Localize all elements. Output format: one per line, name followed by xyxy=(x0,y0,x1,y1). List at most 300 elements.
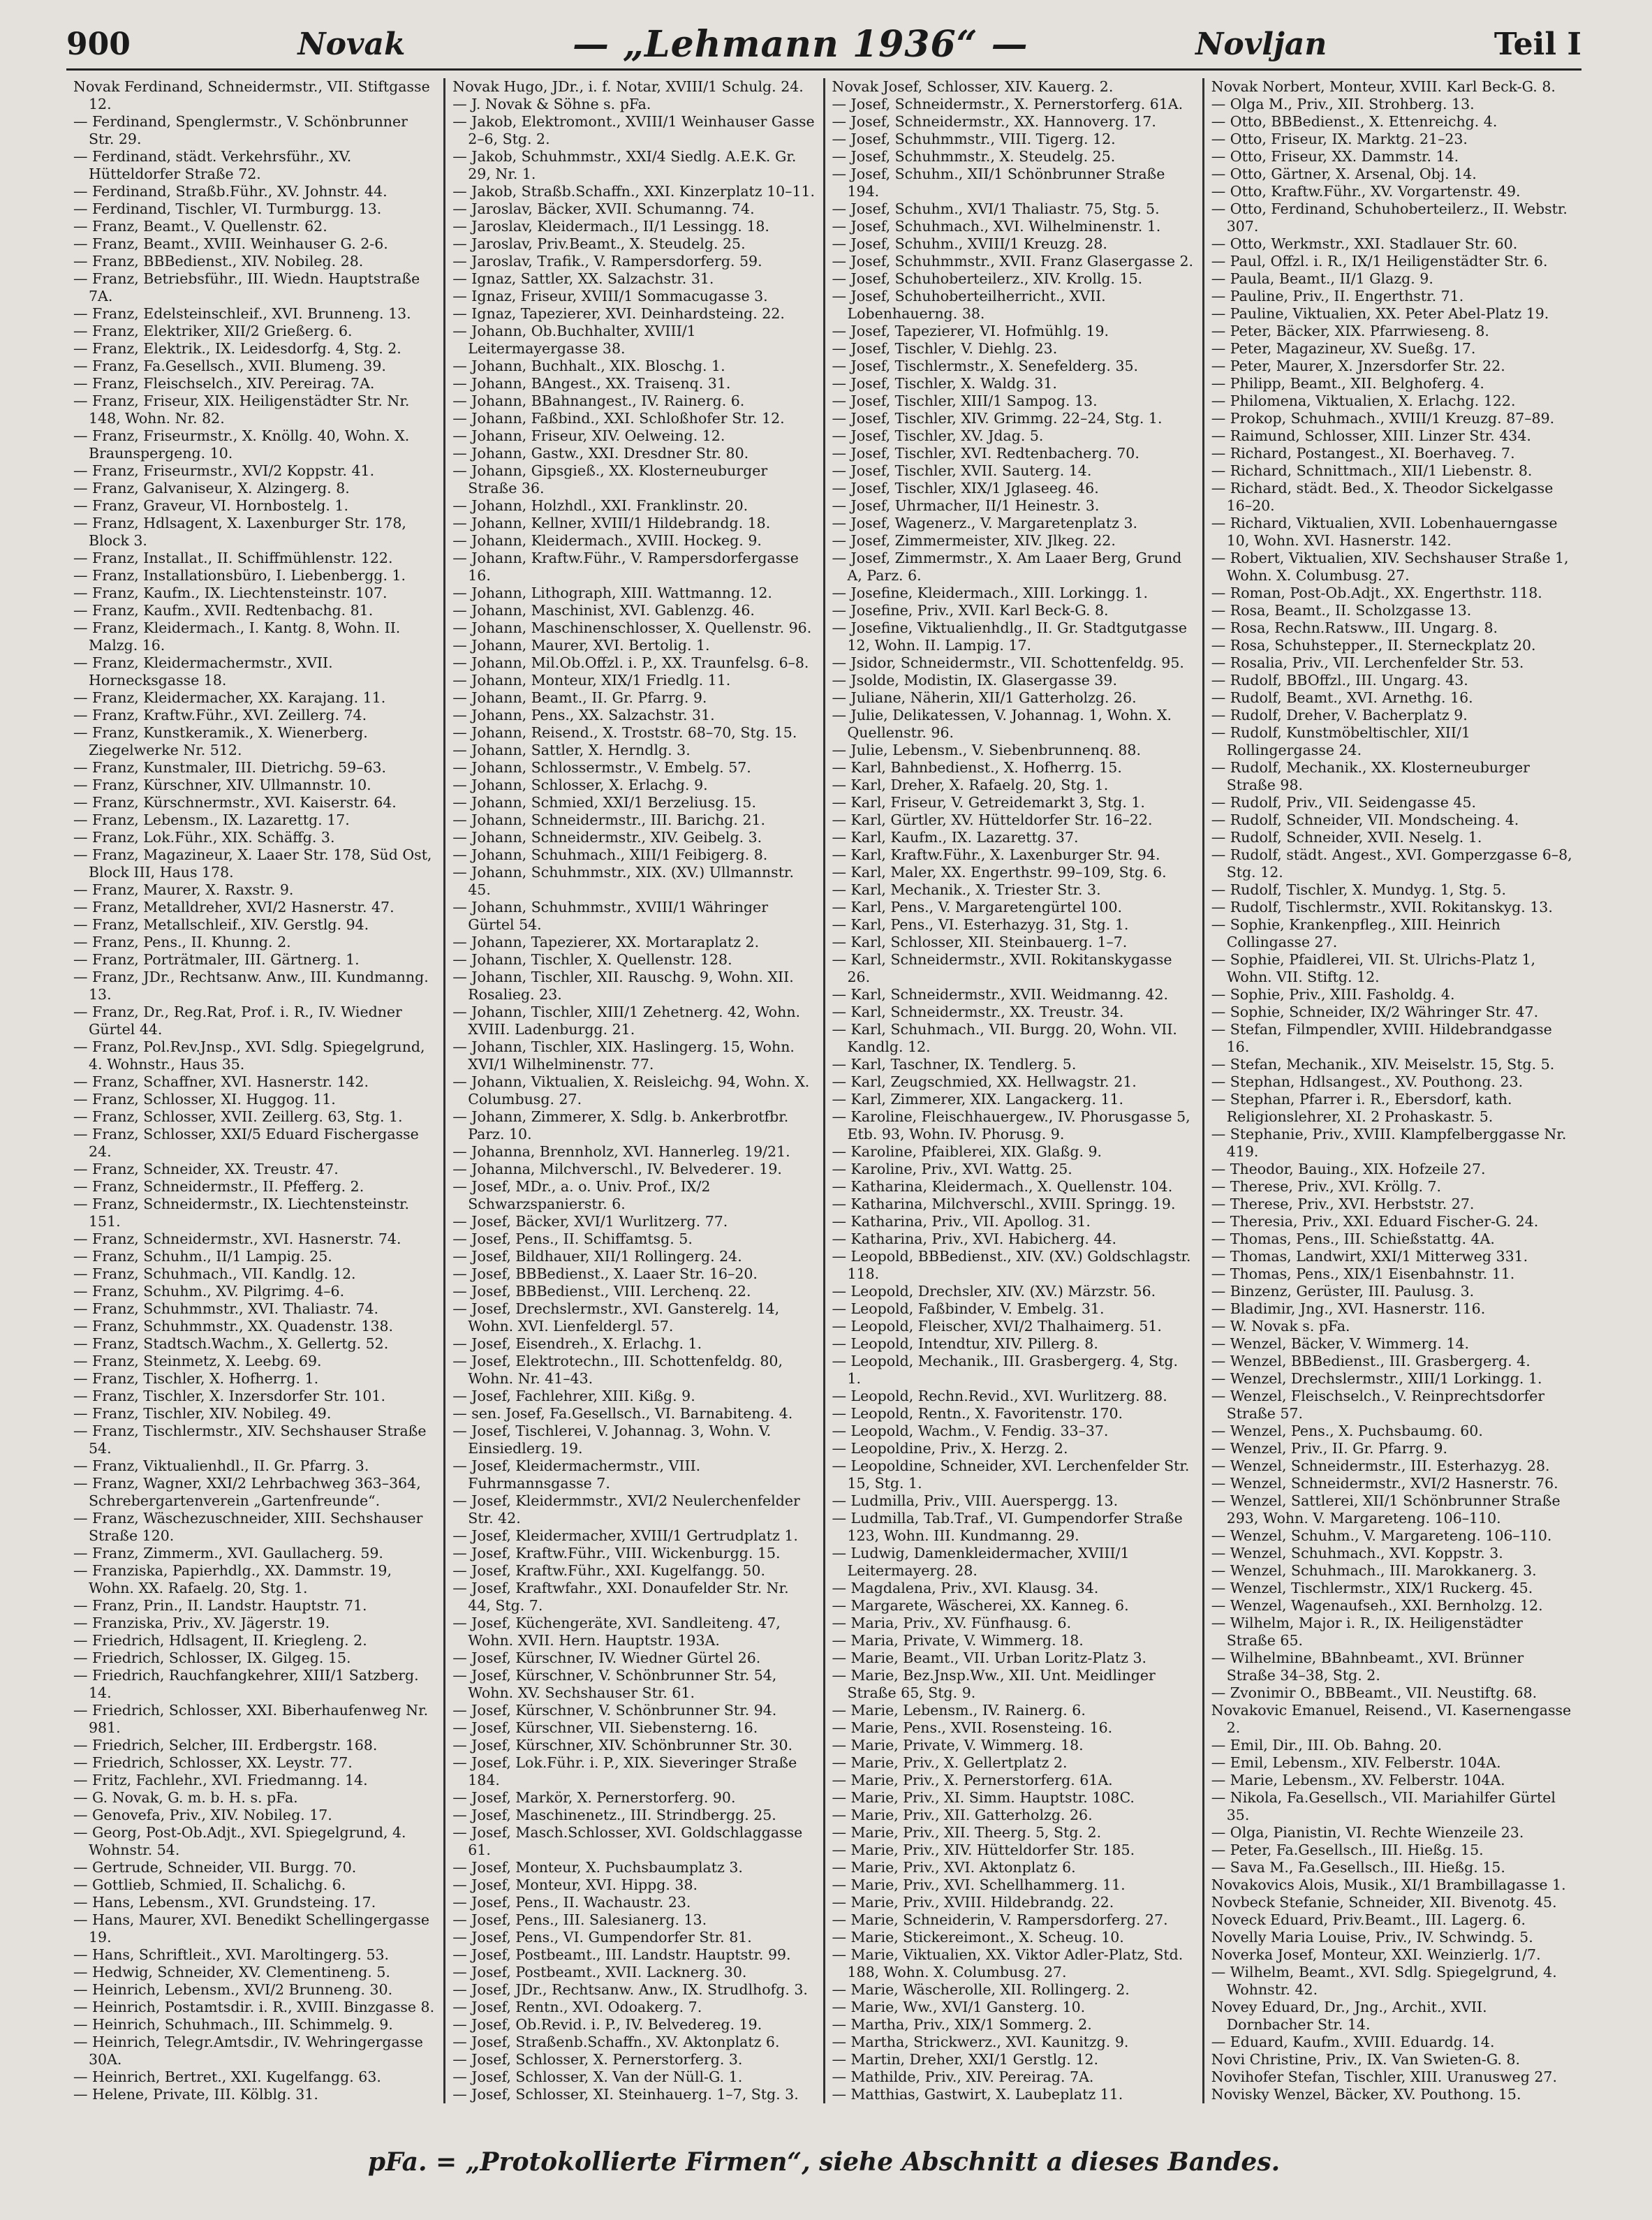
directory-entry: — Josef, Bäcker, XVI/1 Wurlitzerg. 77. xyxy=(452,1213,728,1230)
directory-entry: — Leopold, Faßbinder, V. Embelg. 31. xyxy=(832,1300,1105,1317)
directory-entry: — Johann, Maschinist, XVI. Gablenzg. 46. xyxy=(452,602,755,619)
directory-entry: — Otto, Gärtner, X. Arsenal, Obj. 14. xyxy=(1211,166,1477,182)
directory-entry: — Franz, Pol.Rev.Jnsp., XVI. Sdlg. Spiegelgrund, 4. Wohnstr., Haus 35. xyxy=(73,1038,425,1073)
column-4 xyxy=(1204,78,1581,2103)
directory-entry: — Karl, Zimmerer, XIX. Langackerg. 11. xyxy=(832,1091,1124,1108)
directory-entry: — Johann, Mil.Ob.Offzl. i. P., XX. Traunfelsg. 6–8. xyxy=(452,654,809,671)
directory-entry: — Hans, Maurer, XVI. Benedikt Schellingergasse 19. xyxy=(73,1911,430,1946)
directory-entry: — Wenzel, Schuhmach., XVI. Koppstr. 3. xyxy=(1211,1545,1503,1561)
directory-entry: — Leopoldine, Schneider, XVI. Lerchenfelder Str. 15, Stg. 1. xyxy=(832,1457,1190,1492)
directory-entry: — Josef, Kürschner, V. Schönbrunner Str. 94. xyxy=(452,1702,777,1719)
page-header xyxy=(66,20,1581,71)
directory-entry: — Franz, Magazineur, X. Laaer Str. 178, Süd Ost, Block III, Haus 178. xyxy=(73,846,432,881)
directory-entry: — Franziska, Papierhdlg., XX. Dammstr. 19, Wohn. XX. Rafaelg. 20, Stg. 1. xyxy=(73,1562,392,1596)
directory-entry: — Johann, Zimmerer, X. Sdlg. b. Ankerbrotfbr. Parz. 10. xyxy=(452,1108,789,1142)
directory-entry: — Johann, Beamt., II. Gr. Pfarrg. 9. xyxy=(452,689,707,706)
directory-entry: — Franz, Friseurmstr., X. Knöllg. 40, Wohn. X. Braunspergeng. 10. xyxy=(73,427,410,462)
directory-entry: — Josefine, Viktualienhdlg., II. Gr. Stadtgutgasse 12, Wohn. II. Lampig. 17. xyxy=(832,619,1187,654)
directory-entry: — Josef, Kürschner, VII. Siebensterng. 16. xyxy=(452,1719,758,1736)
directory-entry: — Karl, Gürtler, XV. Hütteldorfer Str. 16–22. xyxy=(832,811,1153,828)
directory-entry: — Juliane, Näherin, XII/1 Gatterholzg. 26. xyxy=(832,689,1137,706)
directory-entry: — Franz, Tischler, X. Inzersdorfer Str. 101. xyxy=(73,1388,385,1404)
directory-entry: — Josef, Kürschner, XIV. Schönbrunner Str. 30. xyxy=(452,1737,793,1754)
directory-entry: — Heinrich, Schuhmach., III. Schimmelg. 9. xyxy=(73,2016,393,2033)
directory-entry: — Johann, Tischler, XIX. Haslingerg. 15, Wohn. XVI/1 Wilhelminenstr. 77. xyxy=(452,1038,795,1073)
directory-entry: — Franz, Kaufm., XVII. Redtenbachg. 81. xyxy=(73,602,374,619)
directory-entry: — Josef, Tischler, XVI. Redtenbacherg. 70. xyxy=(832,445,1140,462)
directory-entry: — Johann, Schuhmach., XIII/1 Feibigerg. 8. xyxy=(452,846,768,863)
directory-entry: — Heinrich, Lebensm., XVI/2 Brunneng. 30. xyxy=(73,1981,393,1998)
directory-entry: — Gertrude, Schneider, VII. Burgg. 70. xyxy=(73,1859,357,1876)
directory-entry: — Josef, Tischlerei, V. Johannag. 3, Wohn. V. Einsiedlerg. 19. xyxy=(452,1423,772,1457)
directory-entry: — Philomena, Viktualien, X. Erlachg. 122. xyxy=(1211,392,1516,409)
directory-entry: — Josef, Pens., II. Wachaustr. 23. xyxy=(452,1894,691,1911)
directory-entry: — Wilhelm, Major i. R., IX. Heiligenstädter Straße 65. xyxy=(1211,1615,1523,1649)
directory-entry: — Franz, Schneidermstr., XVI. Hasnerstr. 74. xyxy=(73,1230,401,1247)
directory-entry: — Franz, Prin., II. Landstr. Hauptstr. 71. xyxy=(73,1597,367,1614)
directory-entry: — Otto, Ferdinand, Schuhoberteilerz., II. Webstr. 307. xyxy=(1211,200,1568,235)
directory-entry: Novak Josef, Schlosser, XIV. Kauerg. 2. xyxy=(832,78,1114,95)
directory-entry: — Franz, Kürschner, XIV. Ullmannstr. 10. xyxy=(73,777,371,793)
directory-entry: — Mathilde, Priv., XIV. Pereirag. 7A. xyxy=(832,2068,1094,2085)
directory-entry: Novak Hugo, JDr., i. f. Notar, XVIII/1 Schulg. 24. xyxy=(452,78,804,95)
directory-entry: — Ludwig, Damenkleidermacher, XVIII/1 Leitermayerg. 28. xyxy=(832,1545,1130,1579)
directory-entry: — Wenzel, Schuhmach., III. Marokkanerg. 3. xyxy=(1211,1562,1537,1579)
directory-entry: — Eduard, Kaufm., XVIII. Eduardg. 14. xyxy=(1211,2034,1495,2050)
directory-entry: — Martha, Priv., XIX/1 Sommerg. 2. xyxy=(832,2016,1092,2033)
directory-entry: — Olga M., Priv., XII. Strohberg. 13. xyxy=(1211,96,1475,112)
directory-entry: — Bladimir, Jng., XVI. Hasnerstr. 116. xyxy=(1211,1300,1486,1317)
directory-entry: — Josef, Schneidermstr., XX. Hannoverg. 17. xyxy=(832,113,1156,130)
directory-entry: — Franz, Schuhm., II/1 Lampig. 25. xyxy=(73,1248,332,1265)
directory-entry: — Margarete, Wäscherei, XX. Kanneg. 6. xyxy=(832,1597,1129,1614)
directory-entry: — Heinrich, Telegr.Amtsdir., IV. Wehringergasse 30A. xyxy=(73,2034,423,2068)
directory-entry: — Wilhelm, Beamt., XVI. Sdlg. Spiegelgrund, 4. Wohnstr. 42. xyxy=(1211,1964,1557,1998)
directory-entry: — Karoline, Fleischhauergew., IV. Phorusgasse 5, Etb. 93, Wohn. IV. Phorusg. 9. xyxy=(832,1108,1190,1142)
directory-entry: — Johanna, Brennholz, XVI. Hannerleg. 19/21. xyxy=(452,1143,790,1160)
directory-entry: — Pauline, Priv., II. Engerthstr. 71. xyxy=(1211,288,1464,304)
directory-entry: — Johann, BBahnangest., IV. Rainerg. 6. xyxy=(452,392,745,409)
directory-entry: — Genovefa, Priv., XIV. Nobileg. 17. xyxy=(73,1807,332,1823)
directory-entry: — Peter, Magazineur, XV. Sueßg. 17. xyxy=(1211,340,1476,357)
directory-entry: — Johann, Monteur, XIX/1 Friedlg. 11. xyxy=(452,672,731,689)
directory-entry: — Jakob, Straßb.Schaffn., XXI. Kinzerplatz 10–11. xyxy=(452,183,816,200)
directory-entry: — Sophie, Pfaidlerei, VII. St. Ulrichs-Platz 1, Wohn. VII. Stiftg. 12. xyxy=(1211,951,1536,985)
directory-entry: — G. Novak, G. m. b. H. s. pFa. xyxy=(73,1789,298,1806)
directory-entry: — Johann, Gipsgieß., XX. Klosterneuburger Straße 36. xyxy=(452,462,768,497)
directory-entry: — Therese, Priv., XVI. Kröllg. 7. xyxy=(1211,1178,1442,1195)
directory-entry: — Karl, Pens., V. Margaretengürtel 100. xyxy=(832,899,1123,916)
directory-entry: — Karl, Maler, XX. Engerthstr. 99–109, Stg. 6. xyxy=(832,864,1167,881)
directory-entry: — Josef, Rentn., XVI. Odoakerg. 7. xyxy=(452,1999,702,2015)
directory-entry: — Sava M., Fa.Gesellsch., III. Hießg. 15. xyxy=(1211,1859,1505,1876)
directory-entry: — Josef, Zimmermeister, XIV. Jlkeg. 22. xyxy=(832,532,1116,549)
directory-entry: — Franz, Graveur, VI. Hornbostelg. 1. xyxy=(73,497,348,514)
directory-entry: — Friedrich, Schlosser, IX. Gilgeg. 15. xyxy=(73,1649,351,1666)
directory-entry: — Wenzel, BBBedienst., III. Grasbergerg. 4. xyxy=(1211,1353,1531,1369)
directory-entry: — Josef, Schuhm., XVI/1 Thaliastr. 75, Stg. 5. xyxy=(832,200,1160,217)
directory-entry: — Johann, Kraftw.Führ., V. Rampersdorfergasse 16. xyxy=(452,550,799,584)
directory-entry: — Karl, Pens., VI. Esterhazyg. 31, Stg. 1. xyxy=(832,916,1129,933)
directory-entry: — Otto, Werkmstr., XXI. Stadlauer Str. 60. xyxy=(1211,235,1518,252)
directory-entry: — Franz, Metallschleif., XIV. Gerstlg. 94. xyxy=(73,916,369,933)
book-title: — „Lehmann 1936“ — xyxy=(573,22,1028,66)
directory-entry: — Karoline, Priv., XVI. Wattg. 25. xyxy=(832,1161,1072,1177)
directory-entry: — Marie, Stickereimont., X. Scheug. 10. xyxy=(832,1929,1124,1946)
directory-entry: — Marie, Ww., XVI/1 Gansterg. 10. xyxy=(832,1999,1086,2015)
directory-entry: — Marie, Lebensm., IV. Rainerg. 6. xyxy=(832,1702,1086,1719)
directory-entry: — Karl, Zeugschmied, XX. Hellwagstr. 21. xyxy=(832,1073,1137,1090)
directory-entry: — Josef, Schuhmach., XVI. Wilhelminenstr. 1. xyxy=(832,218,1161,235)
directory-entry: — Sophie, Priv., XIII. Fasholdg. 4. xyxy=(1211,986,1455,1003)
directory-entry: — Franz, Schlosser, XI. Huggog. 11. xyxy=(73,1091,336,1108)
directory-entry: — Josef, Schuhmmstr., X. Steudelg. 25. xyxy=(832,148,1116,165)
directory-entry: — Hedwig, Schneider, XV. Clementineng. 5. xyxy=(73,1964,390,1980)
directory-entry: Novelly Maria Louise, Priv., IV. Schwindg. 5. xyxy=(1211,1929,1533,1946)
directory-entry: — Franz, Tischlermstr., XIV. Sechshauser Straße 54. xyxy=(73,1423,427,1457)
right-keyword: Novljan xyxy=(1195,26,1327,62)
directory-entry: — Franz, Maurer, X. Raxstr. 9. xyxy=(73,881,294,898)
directory-entry: — Marie, Priv., X. Gellertplatz 2. xyxy=(832,1754,1068,1771)
directory-entry: — Johann, Lithograph, XIII. Wattmanng. 12. xyxy=(452,585,772,601)
directory-entry: — Josef, Tischler, XVII. Sauterg. 14. xyxy=(832,462,1092,479)
directory-entry: — Wenzel, Priv., II. Gr. Pfarrg. 9. xyxy=(1211,1440,1447,1457)
directory-entry: — Franz, Betriebsführ., III. Wiedn. Hauptstraße 7A. xyxy=(73,270,420,304)
directory-entry: — Franz, Schuhmmstr., XVI. Thaliastr. 74. xyxy=(73,1300,379,1317)
directory-entry: — Thomas, Landwirt, XXI/1 Mitterweg 331. xyxy=(1211,1248,1528,1265)
directory-entry: — Leopold, Fleischer, XVI/2 Thalhaimerg. 51. xyxy=(832,1318,1162,1335)
directory-entry: Noverka Josef, Monteur, XXI. Weinzierlg. 1/7. xyxy=(1211,1946,1541,1963)
directory-entry: — Marie, Priv., XIV. Hütteldorfer Str. 185. xyxy=(832,1842,1135,1858)
directory-entry: — Johann, Viktualien, X. Reisleichg. 94, Wohn. X. Columbusg. 27. xyxy=(452,1073,810,1108)
directory-entry: — Karl, Bahnbedienst., X. Hofherrg. 15. xyxy=(832,759,1122,776)
directory-entry: — J. Novak & Söhne s. pFa. xyxy=(452,96,651,112)
directory-entry: — Johann, Tischler, XII. Rauschg. 9, Wohn. XII. Rosalieg. 23. xyxy=(452,969,794,1003)
directory-entry: — Marie, Beamt., VII. Urban Loritz-Platz 3. xyxy=(832,1649,1147,1666)
directory-entry: — Julie, Delikatessen, V. Johannag. 1, Wohn. X. Quellenstr. 96. xyxy=(832,707,1172,741)
directory-entry: — Josef, Drechslermstr., XVI. Gansterelg. 14, Wohn. XVI. Lienfeldergl. 57. xyxy=(452,1300,780,1335)
directory-entry: — Marie, Priv., XVIII. Hildebrandg. 22. xyxy=(832,1894,1114,1911)
directory-entry: — Marie, Priv., XVI. Aktonplatz 6. xyxy=(832,1859,1076,1876)
directory-entry: — Wenzel, Drechslermstr., XIII/1 Lorkingg. 1. xyxy=(1211,1370,1542,1387)
directory-entry: — Josef, Schuhm., XII/1 Schönbrunner Straße 194. xyxy=(832,166,1165,200)
directory-entry: — Franz, Galvaniseur, X. Alzingerg. 8. xyxy=(73,480,350,497)
directory-entry: — Heinrich, Postamtsdir. i. R., XVIII. Binzgasse 8. xyxy=(73,1999,435,2015)
directory-entry: — Pauline, Viktualien, XX. Peter Abel-Platz 19. xyxy=(1211,305,1549,322)
directory-entry: — Rosa, Beamt., II. Scholzgasse 13. xyxy=(1211,602,1472,619)
directory-entry: — Wilhelmine, BBahnbeamt., XVI. Brünner Straße 34–38, Stg. 2. xyxy=(1211,1649,1524,1684)
directory-entry: — Josef, Kleidermmstr., XVI/2 Neulerchenfelder Str. 42. xyxy=(452,1492,800,1527)
directory-entry: — Franz, JDr., Rechtsanw. Anw., III. Kundmanng. 13. xyxy=(73,969,429,1003)
directory-entry: — Josef, Pens., III. Salesianerg. 13. xyxy=(452,1911,707,1928)
directory-entry: — Josef, Uhrmacher, II/1 Heinestr. 3. xyxy=(832,497,1100,514)
directory-entry: — Peter, Maurer, X. Jnzersdorfer Str. 22. xyxy=(1211,358,1505,374)
directory-entry: — Franz, Schaffner, XVI. Hasnerstr. 142. xyxy=(73,1073,369,1090)
directory-entry: — Leopold, Rentn., X. Favoritenstr. 170. xyxy=(832,1405,1123,1422)
directory-entry: — Karoline, Pfaiblerei, XIX. Glaßg. 9. xyxy=(832,1143,1102,1160)
directory-entry: — Helene, Private, III. Kölblg. 31. xyxy=(73,2086,318,2103)
directory-entry: — Marie, Schneiderin, V. Rampersdorferg. 27. xyxy=(832,1911,1168,1928)
directory-entry: — Wenzel, Sattlerei, XII/1 Schönbrunner Straße 293, Wohn. V. Margareteng. 106–110. xyxy=(1211,1492,1561,1527)
directory-entry: — Otto, Kraftw.Führ., XV. Vorgartenstr. 49. xyxy=(1211,183,1521,200)
directory-entry: — Jsidor, Schneidermstr., VII. Schottenfeldg. 95. xyxy=(832,654,1184,671)
directory-entry: — Rudolf, Mechanik., XX. Klosterneuburger Straße 98. xyxy=(1211,759,1530,793)
directory-entry: — Rosalia, Priv., VII. Lerchenfelder Str. 53. xyxy=(1211,654,1524,671)
directory-entry: — Franz, Installationsbüro, I. Liebenbergg. 1. xyxy=(73,567,406,584)
directory-entry: — Josef, Tischlermstr., X. Senefelderg. 35. xyxy=(832,358,1139,374)
directory-entry: — Johann, Pens., XX. Salzachstr. 31. xyxy=(452,707,715,723)
column-2 xyxy=(445,78,825,2103)
directory-entry: — Ludmilla, Tab.Traf., VI. Gumpendorfer Straße 123, Wohn. III. Kundmanng. 29. xyxy=(832,1510,1183,1544)
directory-entry: — Richard, Viktualien, XVII. Lobenhauerngasse 10, Wohn. XVI. Hasnerstr. 142. xyxy=(1211,515,1558,549)
directory-entry: — Wenzel, Schneidermstr., XVI/2 Hasnerstr. 76. xyxy=(1211,1475,1558,1492)
directory-entry: — Franz, Schuhmmstr., XX. Quadenstr. 138. xyxy=(73,1318,394,1335)
directory-entry: — Johann, Gastw., XXI. Dresdner Str. 80. xyxy=(452,445,749,462)
directory-entry: — Wenzel, Schuhm., V. Margareteng. 106–110. xyxy=(1211,1527,1552,1544)
directory-entry: — Franz, Lok.Führ., XIX. Schäffg. 3. xyxy=(73,829,335,846)
directory-entry: — Marie, Wäscherolle, XII. Rollingerg. 2. xyxy=(832,1981,1130,1998)
directory-entry: — Rudolf, städt. Angest., XVI. Gomperzgasse 6–8, Stg. 12. xyxy=(1211,846,1572,881)
directory-entry: — Franz, Friseur, XIX. Heiligenstädter Str. Nr. 148, Wohn. Nr. 82. xyxy=(73,392,410,427)
directory-entry: — Josef, BBBedienst., X. Laaer Str. 16–20. xyxy=(452,1265,758,1282)
directory-entry: — Karl, Schuhmach., VII. Burgg. 20, Wohn. VII. Kandlg. 12. xyxy=(832,1021,1177,1055)
directory-entry: — Franziska, Priv., XV. Jägerstr. 19. xyxy=(73,1615,330,1631)
directory-entry: — Johann, Holzhdl., XXI. Franklinstr. 20. xyxy=(452,497,748,514)
footnote: pFa. = „Protokollierte Firmen“, siehe Abschnitt a dieses Bandes. xyxy=(367,2147,1281,2177)
directory-entry: — Hans, Lebensm., XVI. Grundsteing. 17. xyxy=(73,1894,376,1911)
directory-entry: — Marie, Priv., X. Pernerstorferg. 61A. xyxy=(832,1772,1113,1788)
directory-entry: — Richard, Postangest., XI. Boerhaveg. 7. xyxy=(1211,445,1515,462)
directory-entry: — Ignaz, Sattler, XX. Salzachstr. 31. xyxy=(452,270,714,287)
directory-entry: — Josef, Straßenb.Schaffn., XV. Aktonplatz 6. xyxy=(452,2034,780,2050)
directory-entry: — Josef, Postbeamt., XVII. Lacknerg. 30. xyxy=(452,1964,747,1980)
directory-entry: — Sophie, Schneider, IX/2 Währinger Str. 47. xyxy=(1211,1004,1539,1020)
directory-entry: — Ignaz, Friseur, XVIII/1 Sommacugasse 3. xyxy=(452,288,768,304)
directory-entry: — Hans, Schriftleit., XVI. Maroltingerg. 53. xyxy=(73,1946,390,1963)
part-label: Teil I xyxy=(1494,26,1581,62)
directory-entry: — Johann, Schlosser, X. Erlachg. 9. xyxy=(452,777,708,793)
directory-entry: — Josef, Monteur, XVI. Hippg. 38. xyxy=(452,1876,698,1893)
directory-entry: — Otto, BBBedienst., X. Ettenreichg. 4. xyxy=(1211,113,1498,130)
directory-entry: — Peter, Bäcker, XIX. Pfarrwieseng. 8. xyxy=(1211,323,1489,339)
directory-entry: — Binzenz, Gerüster, III. Paulusg. 3. xyxy=(1211,1283,1475,1300)
directory-entry: — Johann, Schneidermstr., III. Barichg. 21. xyxy=(452,811,766,828)
directory-entry: — Rudolf, Priv., VII. Seidengasse 45. xyxy=(1211,794,1477,811)
directory-entry: Novi Christine, Priv., IX. Van Swieten-G. 8. xyxy=(1211,2051,1521,2068)
directory-entry: — Franz, Kürschnermstr., XVI. Kaiserstr. 64. xyxy=(73,794,397,811)
directory-entry: — Friedrich, Selcher, III. Erdbergstr. 168. xyxy=(73,1737,378,1754)
directory-entry: — Maria, Priv., XV. Fünfhausg. 6. xyxy=(832,1615,1072,1631)
directory-entry: — Franz, Viktualienhdl., II. Gr. Pfarrg. 3. xyxy=(73,1457,369,1474)
directory-entry: — Jsolde, Modistin, IX. Glasergasse 39. xyxy=(832,672,1117,689)
directory-entry: — sen. Josef, Fa.Gesellsch., VI. Barnabiteng. 4. xyxy=(452,1405,793,1422)
directory-entry: — Rudolf, Tischlermstr., XVII. Rokitanskyg. 13. xyxy=(1211,899,1553,916)
directory-entry: — Josef, BBBedienst., VIII. Lerchenq. 22. xyxy=(452,1283,751,1300)
directory-entry: — Marie, Priv., XI. Simm. Hauptstr. 108C. xyxy=(832,1789,1135,1806)
directory-entry: — Josef, Wagenerz., V. Margaretenplatz 3. xyxy=(832,515,1137,531)
directory-entry: — Karl, Friseur, V. Getreidemarkt 3, Stg. 1. xyxy=(832,794,1145,811)
directory-entry: — Jaroslav, Kleidermach., II/1 Lessingg. 18. xyxy=(452,218,769,235)
directory-entry: — Olga, Pianistin, VI. Rechte Wienzeile 23. xyxy=(1211,1824,1524,1841)
directory-entry: — Franz, Elektriker, XII/2 Grießerg. 6. xyxy=(73,323,353,339)
directory-entry: — Johann, BAngest., XX. Traisenq. 31. xyxy=(452,375,731,392)
directory-entry: — Franz, Beamt., XVIII. Weinhauser G. 2-6. xyxy=(73,235,388,252)
directory-entry: — Thomas, Pens., III. Schießstattg. 4A. xyxy=(1211,1230,1495,1247)
directory-entry: — Marie, Priv., XII. Gatterholzg. 26. xyxy=(832,1807,1093,1823)
directory-entry: — Julie, Lebensm., V. Siebenbrunnenq. 88. xyxy=(832,742,1141,758)
directory-entry: — Franz, Schneider, XX. Treustr. 47. xyxy=(73,1161,339,1177)
directory-entry: — Josef, Schuhoberteilerz., XIV. Krollg. 15. xyxy=(832,270,1143,287)
directory-entry: — Leopold, Drechsler, XIV. (XV.) Märzstr. 56. xyxy=(832,1283,1156,1300)
directory-entry: — Ferdinand, städt. Verkehrsführ., XV. Hütteldorfer Straße 72. xyxy=(73,148,352,182)
directory-entry: — Franz, Schlosser, XXI/5 Eduard Fischergasse 24. xyxy=(73,1126,419,1160)
directory-entry: Novihofer Stefan, Tischler, XIII. Uranusweg 27. xyxy=(1211,2068,1557,2085)
directory-entry: — Robert, Viktualien, XIV. Sechshauser Straße 1, Wohn. X. Columbusg. 27. xyxy=(1211,550,1569,584)
directory-entry: — Katharina, Priv., VII. Apollog. 31. xyxy=(832,1213,1091,1230)
directory-entry: — Katharina, Priv., XVI. Habicherg. 44. xyxy=(832,1230,1117,1247)
directory-entry: — Josef, Markör, X. Pernerstorferg. 90. xyxy=(452,1789,736,1806)
directory-entry: — Johann, Schlossermstr., V. Embelg. 57. xyxy=(452,759,751,776)
directory-entry: — Otto, Friseur, XX. Dammstr. 14. xyxy=(1211,148,1459,165)
directory-entry: — Karl, Schneidermstr., XVII. Rokitanskygasse 26. xyxy=(832,951,1172,985)
directory-entry: — Josef, Maschinenetz., III. Strindbergg. 25. xyxy=(452,1807,776,1823)
directory-entry: — Josef, Monteur, X. Puchsbaumplatz 3. xyxy=(452,1859,743,1876)
directory-entry: — Richard, Schnittmach., XII/1 Liebenstr. 8. xyxy=(1211,462,1533,479)
directory-entry: — Karl, Taschner, IX. Tendlerg. 5. xyxy=(832,1056,1077,1073)
directory-entry: — Peter, Fa.Gesellsch., III. Hießg. 15. xyxy=(1211,1842,1484,1858)
directory-entry: — Franz, Edelsteinschleif., XVI. Brunneng. 13. xyxy=(73,305,411,322)
directory-entry: — Franz, Steinmetz, X. Leebg. 69. xyxy=(73,1353,322,1369)
directory-entry: — Otto, Friseur, IX. Marktg. 21–23. xyxy=(1211,131,1468,147)
directory-entry: — Martha, Strickwerz., XVI. Kaunitzg. 9. xyxy=(832,2034,1129,2050)
directory-entry: — Franz, Schuhmach., VII. Kandlg. 12. xyxy=(73,1265,356,1282)
directory-entry: — Franz, Pens., II. Khunng. 2. xyxy=(73,934,291,950)
directory-entry: — Leopold, Intendtur, XIV. Pillerg. 8. xyxy=(832,1335,1098,1352)
directory-entry: — Josef, Tischler, XIX/1 Jglaseeg. 46. xyxy=(832,480,1099,497)
directory-entry: — Stefan, Mechanik., XIV. Meiselstr. 15, Stg. 5. xyxy=(1211,1056,1555,1073)
directory-entry: — Leopold, Rechn.Revid., XVI. Wurlitzerg. 88. xyxy=(832,1388,1167,1404)
directory-entry: — Wenzel, Wagenaufseh., XXI. Bernholzg. 12. xyxy=(1211,1597,1543,1614)
directory-entry: — Katharina, Milchverschl., XVIII. Springg. 19. xyxy=(832,1196,1176,1212)
directory-entry: — Josef, Lok.Führ. i. P., XIX. Sieveringer Straße 184. xyxy=(452,1754,797,1788)
directory-entry: — Franz, Porträtmaler, III. Gärtnerg. 1. xyxy=(73,951,360,968)
directory-entry: — Franz, Fa.Gesellsch., XVII. Blumeng. 39. xyxy=(73,358,386,374)
directory-entry: — Stephan, Pfarrer i. R., Ebersdorf, kath. Religionslehrer, XI. 2 Prohaskastr. 5. xyxy=(1211,1091,1512,1125)
directory-entry: — Sophie, Krankenpfleg., XIII. Heinrich Collingasse 27. xyxy=(1211,916,1500,950)
directory-entry: — Stephan, Hdlsangest., XV. Pouthong. 23. xyxy=(1211,1073,1524,1090)
directory-entry: — Franz, Metalldreher, XVI/2 Hasnerstr. 47. xyxy=(73,899,394,916)
directory-entry: — Marie, Priv., XII. Theerg. 5, Stg. 2. xyxy=(832,1824,1102,1841)
directory-entry: — Rudolf, Beamt., XVI. Arnethg. 16. xyxy=(1211,689,1473,706)
directory-entry: — Johann, Maurer, XVI. Bertolig. 1. xyxy=(452,637,710,654)
directory-entry: Novey Eduard, Dr., Jng., Archit., XVII. Dornbacher Str. 14. xyxy=(1211,1999,1487,2033)
directory-entry: — Therese, Priv., XVI. Herbststr. 27. xyxy=(1211,1196,1475,1212)
directory-entry: — Josef, MDr., a. o. Univ. Prof., IX/2 Schwarzspanierstr. 6. xyxy=(452,1178,711,1212)
directory-entry: — Karl, Kaufm., IX. Lazarettg. 37. xyxy=(832,829,1079,846)
directory-entry: — Ferdinand, Spenglermstr., V. Schönbrunner Str. 29. xyxy=(73,113,408,147)
directory-entry: — Jakob, Elektromont., XVIII/1 Weinhauser Gasse 2–6, Stg. 2. xyxy=(452,113,815,147)
directory-entry: — Rosa, Rechn.Ratsww., III. Ungarg. 8. xyxy=(1211,619,1498,636)
directory-entry: — Wenzel, Tischlermstr., XIX/1 Ruckerg. 45. xyxy=(1211,1580,1533,1596)
directory-entry: — Roman, Post-Ob.Adjt., XX. Engerthstr. 118. xyxy=(1211,585,1542,601)
directory-entry: — Josef, Schlosser, X. Van der Nüll-G. 1. xyxy=(452,2068,743,2085)
directory-entry: — Friedrich, Rauchfangkehrer, XIII/1 Satzberg. 14. xyxy=(73,1667,419,1701)
directory-entry: — Rudolf, Tischler, X. Mundyg. 1, Stg. 5. xyxy=(1211,881,1506,898)
directory-entry: — Franz, Tischler, X. Hofherrg. 1. xyxy=(73,1370,319,1387)
directory-entry: — Franz, BBBedienst., XIV. Nobileg. 28. xyxy=(73,253,364,270)
column-3 xyxy=(825,78,1204,2103)
directory-entry: — Josef, Pens., VI. Gumpendorfer Str. 81. xyxy=(452,1929,752,1946)
directory-entry: — Josef, Schuhmmstr., XVII. Franz Glasergasse 2. xyxy=(832,253,1194,270)
directory-entry: — Josef, Tischler, V. Diehlg. 23. xyxy=(832,340,1058,357)
directory-entry: — Josef, Postbeamt., III. Landstr. Hauptstr. 99. xyxy=(452,1946,791,1963)
directory-entry: — Marie, Priv., XVI. Schellhammerg. 11. xyxy=(832,1876,1126,1893)
directory-entry: — Josef, Kleidermacher, XVIII/1 Gertrudplatz 1. xyxy=(452,1527,798,1544)
directory-entry: — Franz, Kunstmaler, III. Dietrichg. 59–63. xyxy=(73,759,387,776)
directory-entry: — Wenzel, Bäcker, V. Wimmerg. 14. xyxy=(1211,1335,1470,1352)
directory-entry: — Leopold, Mechanik., III. Grasbergerg. 4, Stg. 1. xyxy=(832,1353,1179,1387)
directory-entry: — Josef, Kraftw.Führ., XXI. Kugelfangg. 50. xyxy=(452,1562,765,1579)
directory-entry: — Fritz, Fachlehr., XVI. Friedmanng. 14. xyxy=(73,1772,368,1788)
directory-entry: — Franz, Fleischselch., XIV. Pereirag. 7A. xyxy=(73,375,375,392)
directory-entry: — Wenzel, Schneidermstr., III. Esterhazyg. 28. xyxy=(1211,1457,1550,1474)
column-1 xyxy=(66,78,445,2103)
directory-entry: Novisky Wenzel, Bäcker, XV. Pouthong. 15. xyxy=(1211,2086,1521,2103)
directory-entry: — Karl, Mechanik., X. Triester Str. 3. xyxy=(832,881,1101,898)
directory-entry: — Josef, Tischler, X. Waldg. 31. xyxy=(832,375,1057,392)
directory-entry: — Johann, Friseur, XIV. Oelweing. 12. xyxy=(452,427,725,444)
directory-entry: — Josef, Tapezierer, VI. Hofmühlg. 19. xyxy=(832,323,1109,339)
directory-entry: — Johanna, Milchverschl., IV. Belvederег. 19. xyxy=(452,1161,782,1177)
directory-entry: — Franz, Wagner, XXI/2 Lehrbachweg 363–364, Schrebergartenverein „Gartenfreunde“. xyxy=(73,1475,421,1509)
directory-entry: — Nikola, Fa.Gesellsch., VII. Mariahilfer Gürtel 35. xyxy=(1211,1789,1556,1823)
directory-entry: — Ignaz, Tapezierer, XVI. Deinhardsteing. 22. xyxy=(452,305,785,322)
directory-entry: — Theresia, Priv., XXI. Eduard Fischer-G. 24. xyxy=(1211,1213,1539,1230)
directory-entry: — Richard, städt. Bed., X. Theodor Sickelgasse 16–20. xyxy=(1211,480,1554,514)
directory-entry: — Emil, Lebensm., XIV. Felberstr. 104A. xyxy=(1211,1754,1501,1771)
directory-entry: — Marie, Pens., XVII. Rosensteing. 16. xyxy=(832,1719,1113,1736)
directory-entry: — Franz, Wäschezuschneider, XIII. Sechshauser Straße 120. xyxy=(73,1510,423,1544)
directory-entry: — Josef, Schuhmmstr., VIII. Tigerg. 12. xyxy=(832,131,1116,147)
directory-entry: — Josef, Kürschner, IV. Wiedner Gürtel 26. xyxy=(452,1649,761,1666)
directory-entry: — Johann, Schuhmmstr., XVIII/1 Währinger Gürtel 54. xyxy=(452,899,769,933)
directory-entry: — Georg, Post-Ob.Adjt., XVI. Spiegelgrund, 4. Wohnstr. 54. xyxy=(73,1824,406,1858)
directory-entry: — Wenzel, Pens., X. Puchsbaumg. 60. xyxy=(1211,1423,1483,1439)
directory-entry: — Franz, Schlosser, XVII. Zeillerg. 63, Stg. 1. xyxy=(73,1108,403,1125)
directory-entry: — Franz, Kleidermachermstr., XVII. Hornecksgasse 18. xyxy=(73,654,333,689)
directory-entry: — Theodor, Bauing., XIX. Hofzeile 27. xyxy=(1211,1161,1486,1177)
directory-entry: Novakovics Alois, Musik., XI/1 Brambillagasse 1. xyxy=(1211,1876,1566,1893)
directory-entry: — Jaroslav, Bäcker, XVII. Schumanng. 74. xyxy=(452,200,755,217)
directory-entry: — Karl, Kraftw.Führ., X. Laxenburger Str. 94. xyxy=(832,846,1160,863)
directory-entry: — Maria, Private, V. Wimmerg. 18. xyxy=(832,1632,1084,1649)
directory-entry: — Josef, Schuhm., XVIII/1 Kreuzg. 28. xyxy=(832,235,1107,252)
directory-entry: — Josef, Fachlehrer, XIII. Kißg. 9. xyxy=(452,1388,695,1404)
directory-entry: — Thomas, Pens., XIX/1 Eisenbahnstr. 11. xyxy=(1211,1265,1515,1282)
directory-entry: — Franz, Schneidermstr., IX. Liechtensteinstr. 151. xyxy=(73,1196,410,1230)
directory-entry: — Josef, Ob.Revid. i. P., IV. Belvedereg. 19. xyxy=(452,2016,762,2033)
directory-entry: — Rosa, Schuhstepper., II. Sterneckplatz 20. xyxy=(1211,637,1536,654)
directory-entry: — Raimund, Schlosser, XIII. Linzer Str. 434. xyxy=(1211,427,1531,444)
directory-entry: — Paula, Beamt., II/1 Glazg. 9. xyxy=(1211,270,1433,287)
directory-entry: — Josef, Kraftwfahr., XXI. Donaufelder Str. Nr. 44, Stg. 7. xyxy=(452,1580,789,1614)
directory-entry: — Gottlieb, Schmied, II. Schalichg. 6. xyxy=(73,1876,346,1893)
directory-entry: — Marie, Viktualien, XX. Viktor Adler-Platz, Std. 188, Wohn. X. Columbusg. 27. xyxy=(832,1946,1183,1980)
directory-entry: — Josefine, Priv., XVII. Karl Beck-G. 8. xyxy=(832,602,1109,619)
directory-entry: — Josef, Schuhoberteilherricht., XVII. Lobenhauerng. 38. xyxy=(832,288,1106,322)
directory-entry: — Wenzel, Fleischselch., V. Reinprechtsdorfer Straße 57. xyxy=(1211,1388,1544,1422)
directory-entry: — Josef, Tischler, XIII/1 Sampog. 13. xyxy=(832,392,1098,409)
